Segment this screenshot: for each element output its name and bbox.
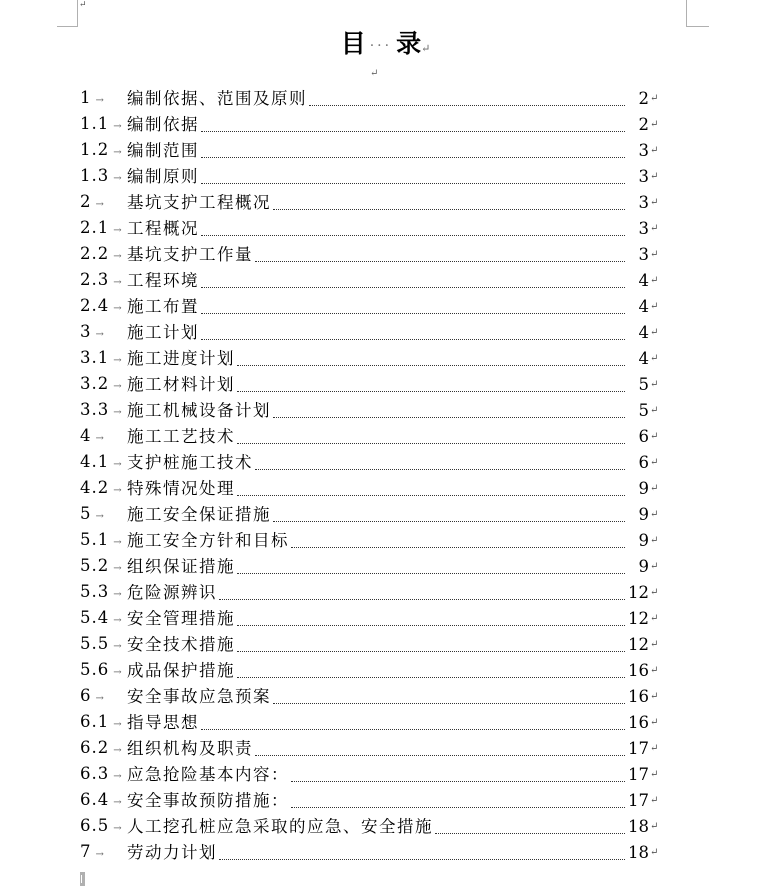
toc-title <box>0 24 771 60</box>
toc-entry[interactable] <box>80 554 660 580</box>
dot-leader <box>273 703 625 704</box>
dot-leader <box>237 651 625 652</box>
toc-entry[interactable] <box>80 580 660 606</box>
tab-arrow-icon: → <box>95 848 105 860</box>
toc-entry-number <box>80 631 127 660</box>
title-char-left: 目 <box>340 29 366 58</box>
toc-page-number: 4 <box>638 297 649 316</box>
toc-number-text: 3 <box>80 321 92 341</box>
toc-page-number: 6 <box>638 453 649 472</box>
toc-number-text: 5.1 <box>80 529 110 549</box>
dot-leader <box>237 495 625 496</box>
tab-arrow-icon: → <box>113 224 123 236</box>
tab-arrow-icon: → <box>113 718 123 730</box>
page-corner-top-left <box>57 0 78 27</box>
toc-page-number: 17 <box>628 739 649 758</box>
toc-entry-number <box>80 449 127 478</box>
toc-number-text: 4.1 <box>80 451 110 471</box>
dot-leader <box>237 625 625 626</box>
toc-number-text: 1.3 <box>80 165 110 185</box>
toc-entry-title: 特殊情况处理 <box>127 479 235 498</box>
toc-page-number: 3 <box>638 141 649 160</box>
tab-arrow-icon: → <box>113 354 123 366</box>
toc-entry-title: 基坑支护工程概况 <box>127 193 271 212</box>
paragraph-mark-icon: ↵ <box>650 561 659 572</box>
toc-entry-title: 组织机构及职责 <box>127 739 253 758</box>
toc-entry-title: 施工进度计划 <box>127 349 235 368</box>
toc-entry-title: 指导思想 <box>127 713 199 732</box>
tab-arrow-icon: → <box>113 822 123 834</box>
dot-leader <box>273 209 625 210</box>
paragraph-mark-icon: ↵ <box>650 743 659 754</box>
toc-number-text: 5.2 <box>80 555 110 575</box>
paragraph-mark-icon: ↵ <box>650 769 659 780</box>
top-paragraph-mark: ↵ <box>79 0 87 10</box>
toc-entry[interactable] <box>80 606 660 632</box>
toc-page-number: 3 <box>638 219 649 238</box>
toc-entry-number <box>80 319 127 348</box>
dot-leader <box>273 417 625 418</box>
toc-entry[interactable] <box>80 216 660 242</box>
toc-page-number: 12 <box>628 583 649 602</box>
page-corner-bottom-left <box>80 872 85 886</box>
toc-entry-number <box>80 527 127 556</box>
toc-page-number: 3 <box>638 167 649 186</box>
toc-page-number: 18 <box>628 817 649 836</box>
paragraph-mark-icon: ↵ <box>650 847 659 858</box>
dot-leader <box>201 339 625 340</box>
title-paragraph-mark: ↵ <box>421 42 431 55</box>
toc-page-number: 16 <box>628 713 649 732</box>
toc-entry[interactable] <box>80 138 660 164</box>
paragraph-mark-icon: ↵ <box>650 405 659 416</box>
toc-number-text: 4.2 <box>80 477 110 497</box>
dot-leader <box>255 469 625 470</box>
tab-arrow-icon: → <box>113 146 123 158</box>
toc-number-text: 5 <box>80 503 92 523</box>
paragraph-mark-icon: ↵ <box>650 483 659 494</box>
toc-page-number: 9 <box>638 557 649 576</box>
toc-entry-title: 工程概况 <box>127 219 199 238</box>
toc-entry-number <box>80 163 127 192</box>
tab-arrow-icon: → <box>113 302 123 314</box>
dot-leader <box>255 261 625 262</box>
toc-entry-number <box>80 85 127 114</box>
toc-page-number: 6 <box>638 427 649 446</box>
toc-entry[interactable] <box>80 840 660 866</box>
toc-entry[interactable] <box>80 632 660 658</box>
toc-number-text: 6.2 <box>80 737 110 757</box>
dot-leader <box>201 183 625 184</box>
paragraph-mark-icon: ↵ <box>650 119 659 130</box>
paragraph-mark-icon: ↵ <box>650 327 659 338</box>
toc-page-number: 12 <box>628 635 649 654</box>
toc-number-text: 4 <box>80 425 92 445</box>
toc-page-number: 12 <box>628 609 649 628</box>
toc-entry[interactable] <box>80 762 660 788</box>
dot-leader <box>201 729 625 730</box>
toc-number-text: 2.4 <box>80 295 110 315</box>
tab-arrow-icon: → <box>113 120 123 132</box>
toc-entry[interactable] <box>80 320 660 346</box>
toc-entry-number <box>80 137 127 166</box>
dot-leader <box>237 573 625 574</box>
toc-page-number: 3 <box>638 193 649 212</box>
toc-entry-title: 应急抢险基本内容： <box>127 765 289 784</box>
toc-entry[interactable] <box>80 372 660 398</box>
toc-number-text: 3.3 <box>80 399 110 419</box>
toc-number-text: 7 <box>80 841 92 861</box>
toc-number-text: 3.2 <box>80 373 110 393</box>
toc-number-text: 3.1 <box>80 347 110 367</box>
tab-arrow-icon: → <box>113 666 123 678</box>
tab-arrow-icon: → <box>95 328 105 340</box>
toc-entry[interactable] <box>80 450 660 476</box>
toc-entry-number <box>80 345 127 374</box>
dot-leader <box>219 859 625 860</box>
toc-number-text: 5.6 <box>80 659 110 679</box>
toc-number-text: 5.5 <box>80 633 110 653</box>
paragraph-mark-icon: ↵ <box>650 717 659 728</box>
toc-entry-title: 劳动力计划 <box>127 843 217 862</box>
tab-arrow-icon: → <box>95 510 105 522</box>
toc-entry[interactable] <box>80 190 660 216</box>
tab-arrow-icon: → <box>113 796 123 808</box>
toc-entry[interactable] <box>80 502 660 528</box>
toc-page-number: 3 <box>638 245 649 264</box>
tab-arrow-icon: → <box>113 406 123 418</box>
dot-leader <box>201 157 625 158</box>
toc-entry-title: 施工工艺技术 <box>127 427 235 446</box>
tab-arrow-icon: → <box>113 562 123 574</box>
toc-page-number: 9 <box>638 505 649 524</box>
toc-entry-title: 安全事故预防措施： <box>127 791 289 810</box>
tab-arrow-icon: → <box>113 640 123 652</box>
paragraph-mark-icon: ↵ <box>650 587 659 598</box>
toc-entry-title: 支护桩施工技术 <box>127 453 253 472</box>
toc-entry-title: 安全技术措施 <box>127 635 235 654</box>
paragraph-mark-icon: ↵ <box>650 665 659 676</box>
tab-arrow-icon: → <box>113 744 123 756</box>
paragraph-mark-icon: ↵ <box>650 639 659 650</box>
paragraph-mark-icon: ↵ <box>650 171 659 182</box>
toc-number-text: 6.1 <box>80 711 110 731</box>
toc-entry[interactable] <box>80 164 660 190</box>
toc-entry-number <box>80 371 127 400</box>
toc-entry[interactable] <box>80 398 660 424</box>
toc-entry-number <box>80 397 127 426</box>
toc-entry-title: 工程环境 <box>127 271 199 290</box>
tab-arrow-icon: → <box>113 536 123 548</box>
paragraph-mark-icon: ↵ <box>650 821 659 832</box>
dot-leader <box>219 599 625 600</box>
dot-leader <box>273 521 625 522</box>
dot-leader <box>237 365 625 366</box>
toc-entry[interactable] <box>80 112 660 138</box>
toc-entry-title: 施工布置 <box>127 297 199 316</box>
tab-arrow-icon: → <box>113 484 123 496</box>
paragraph-mark-icon: ↵ <box>650 535 659 546</box>
toc-page-number: 4 <box>638 271 649 290</box>
toc-entry[interactable] <box>80 268 660 294</box>
paragraph-mark-icon: ↵ <box>650 613 659 624</box>
toc-entry-number <box>80 709 127 738</box>
toc-entry-number <box>80 423 127 452</box>
toc-page-number: 5 <box>638 375 649 394</box>
toc-entry-title: 人工挖孔桩应急采取的应急、安全措施 <box>127 817 433 836</box>
tab-arrow-icon: → <box>113 588 123 600</box>
toc-number-text: 5.3 <box>80 581 110 601</box>
toc-entry[interactable] <box>80 684 660 710</box>
tab-arrow-icon: → <box>113 614 123 626</box>
paragraph-mark-icon: ↵ <box>650 93 659 104</box>
toc-entry-number <box>80 605 127 634</box>
toc-entry-number <box>80 683 127 712</box>
toc-entry-title: 施工计划 <box>127 323 199 342</box>
toc-number-text: 2.2 <box>80 243 110 263</box>
tab-arrow-icon: → <box>95 94 105 106</box>
paragraph-mark-icon: ↵ <box>650 431 659 442</box>
paragraph-mark-icon: ↵ <box>650 145 659 156</box>
paragraph-mark-icon: ↵ <box>650 379 659 390</box>
tab-arrow-icon: → <box>113 172 123 184</box>
paragraph-mark-icon: ↵ <box>650 197 659 208</box>
toc-page-number: 16 <box>628 661 649 680</box>
toc-entry[interactable] <box>80 476 660 502</box>
toc-entry-number <box>80 761 127 790</box>
toc-entry-number <box>80 267 127 296</box>
toc-entry[interactable] <box>80 736 660 762</box>
paragraph-mark-icon: ↵ <box>650 223 659 234</box>
toc-number-text: 2 <box>80 191 92 211</box>
paragraph-mark-icon: ↵ <box>650 691 659 702</box>
toc-entry[interactable] <box>80 710 660 736</box>
toc-entry-title: 危险源辨识 <box>127 583 217 602</box>
toc-entry-number <box>80 241 127 270</box>
toc-entry-title: 编制原则 <box>127 167 199 186</box>
title-char-right: 录 <box>396 29 422 58</box>
toc-entry-number <box>80 787 127 816</box>
toc-entry-title: 施工安全保证措施 <box>127 505 271 524</box>
toc-entry-title: 施工安全方针和目标 <box>127 531 289 550</box>
toc-number-text: 2.3 <box>80 269 110 289</box>
toc-entry-number <box>80 735 127 764</box>
tab-arrow-icon: → <box>113 770 123 782</box>
toc-entry-number <box>80 657 127 686</box>
toc-number-text: 1 <box>80 87 92 107</box>
toc-entry-title: 成品保护措施 <box>127 661 235 680</box>
toc-entry[interactable] <box>80 242 660 268</box>
toc-entry[interactable] <box>80 528 660 554</box>
toc-entry-title: 组织保证措施 <box>127 557 235 576</box>
toc-entry-number <box>80 839 127 868</box>
paragraph-mark-icon: ↵ <box>650 509 659 520</box>
toc-number-text: 6.3 <box>80 763 110 783</box>
tab-arrow-icon: → <box>113 458 123 470</box>
toc-number-text: 1.1 <box>80 113 110 133</box>
table-of-contents <box>80 86 660 866</box>
dot-leader <box>237 677 625 678</box>
toc-number-text: 6.5 <box>80 815 110 835</box>
paragraph-mark-icon: ↵ <box>650 301 659 312</box>
tab-arrow-icon: → <box>95 198 105 210</box>
toc-entry-number <box>80 553 127 582</box>
paragraph-mark-icon: ↵ <box>650 275 659 286</box>
dot-leader <box>435 833 625 834</box>
toc-entry[interactable] <box>80 788 660 814</box>
tab-arrow-icon: → <box>113 250 123 262</box>
toc-entry-number <box>80 813 127 842</box>
dot-leader <box>201 313 625 314</box>
toc-entry-number <box>80 215 127 244</box>
toc-entry[interactable] <box>80 424 660 450</box>
toc-entry[interactable] <box>80 814 660 840</box>
toc-page-number: 4 <box>638 349 649 368</box>
toc-entry-title: 施工机械设备计划 <box>127 401 271 420</box>
title-spacing-dots: ··· <box>369 37 393 54</box>
toc-entry[interactable] <box>80 86 660 112</box>
paragraph-mark-icon: ↵ <box>650 457 659 468</box>
toc-number-text: 5.4 <box>80 607 110 627</box>
dot-leader <box>309 105 625 106</box>
dot-leader <box>201 287 625 288</box>
toc-page-number: 17 <box>628 791 649 810</box>
toc-page-number: 9 <box>638 531 649 550</box>
toc-entry-title: 编制依据 <box>127 115 199 134</box>
page-corner-top-right <box>686 0 709 27</box>
toc-page-number: 4 <box>638 323 649 342</box>
dot-leader <box>291 807 625 808</box>
toc-entry-number <box>80 501 127 530</box>
toc-entry-number <box>80 111 127 140</box>
toc-page-number: 5 <box>638 401 649 420</box>
tab-arrow-icon: → <box>95 432 105 444</box>
paragraph-mark-icon: ↵ <box>650 353 659 364</box>
tab-arrow-icon: → <box>113 380 123 392</box>
blank-line-paragraph-mark: ↵ <box>370 68 379 79</box>
toc-entry[interactable] <box>80 658 660 684</box>
dot-leader <box>255 755 625 756</box>
dot-leader <box>201 131 625 132</box>
tab-arrow-icon: → <box>113 276 123 288</box>
dot-leader <box>291 547 625 548</box>
tab-arrow-icon: → <box>95 692 105 704</box>
toc-page-number: 17 <box>628 765 649 784</box>
toc-entry[interactable] <box>80 294 660 320</box>
toc-number-text: 6 <box>80 685 92 705</box>
toc-entry-number <box>80 293 127 322</box>
toc-entry-title: 基坑支护工作量 <box>127 245 253 264</box>
dot-leader <box>237 443 625 444</box>
toc-page-number: 18 <box>628 843 649 862</box>
toc-entry-title: 编制范围 <box>127 141 199 160</box>
toc-page-number: 9 <box>638 479 649 498</box>
toc-entry[interactable] <box>80 346 660 372</box>
dot-leader <box>237 391 625 392</box>
toc-entry-number <box>80 189 127 218</box>
toc-number-text: 6.4 <box>80 789 110 809</box>
paragraph-mark-icon: ↵ <box>650 795 659 806</box>
toc-page-number: 2 <box>638 115 649 134</box>
toc-number-text: 1.2 <box>80 139 110 159</box>
toc-entry-title: 编制依据、范围及原则 <box>127 89 307 108</box>
toc-entry-title: 安全管理措施 <box>127 609 235 628</box>
toc-entry-number <box>80 475 127 504</box>
toc-page-number: 2 <box>638 89 649 108</box>
toc-entry-title: 施工材料计划 <box>127 375 235 394</box>
toc-number-text: 2.1 <box>80 217 110 237</box>
dot-leader <box>201 235 625 236</box>
toc-entry-title: 安全事故应急预案 <box>127 687 271 706</box>
toc-entry-number <box>80 579 127 608</box>
toc-page-number: 16 <box>628 687 649 706</box>
dot-leader <box>291 781 625 782</box>
paragraph-mark-icon: ↵ <box>650 249 659 260</box>
